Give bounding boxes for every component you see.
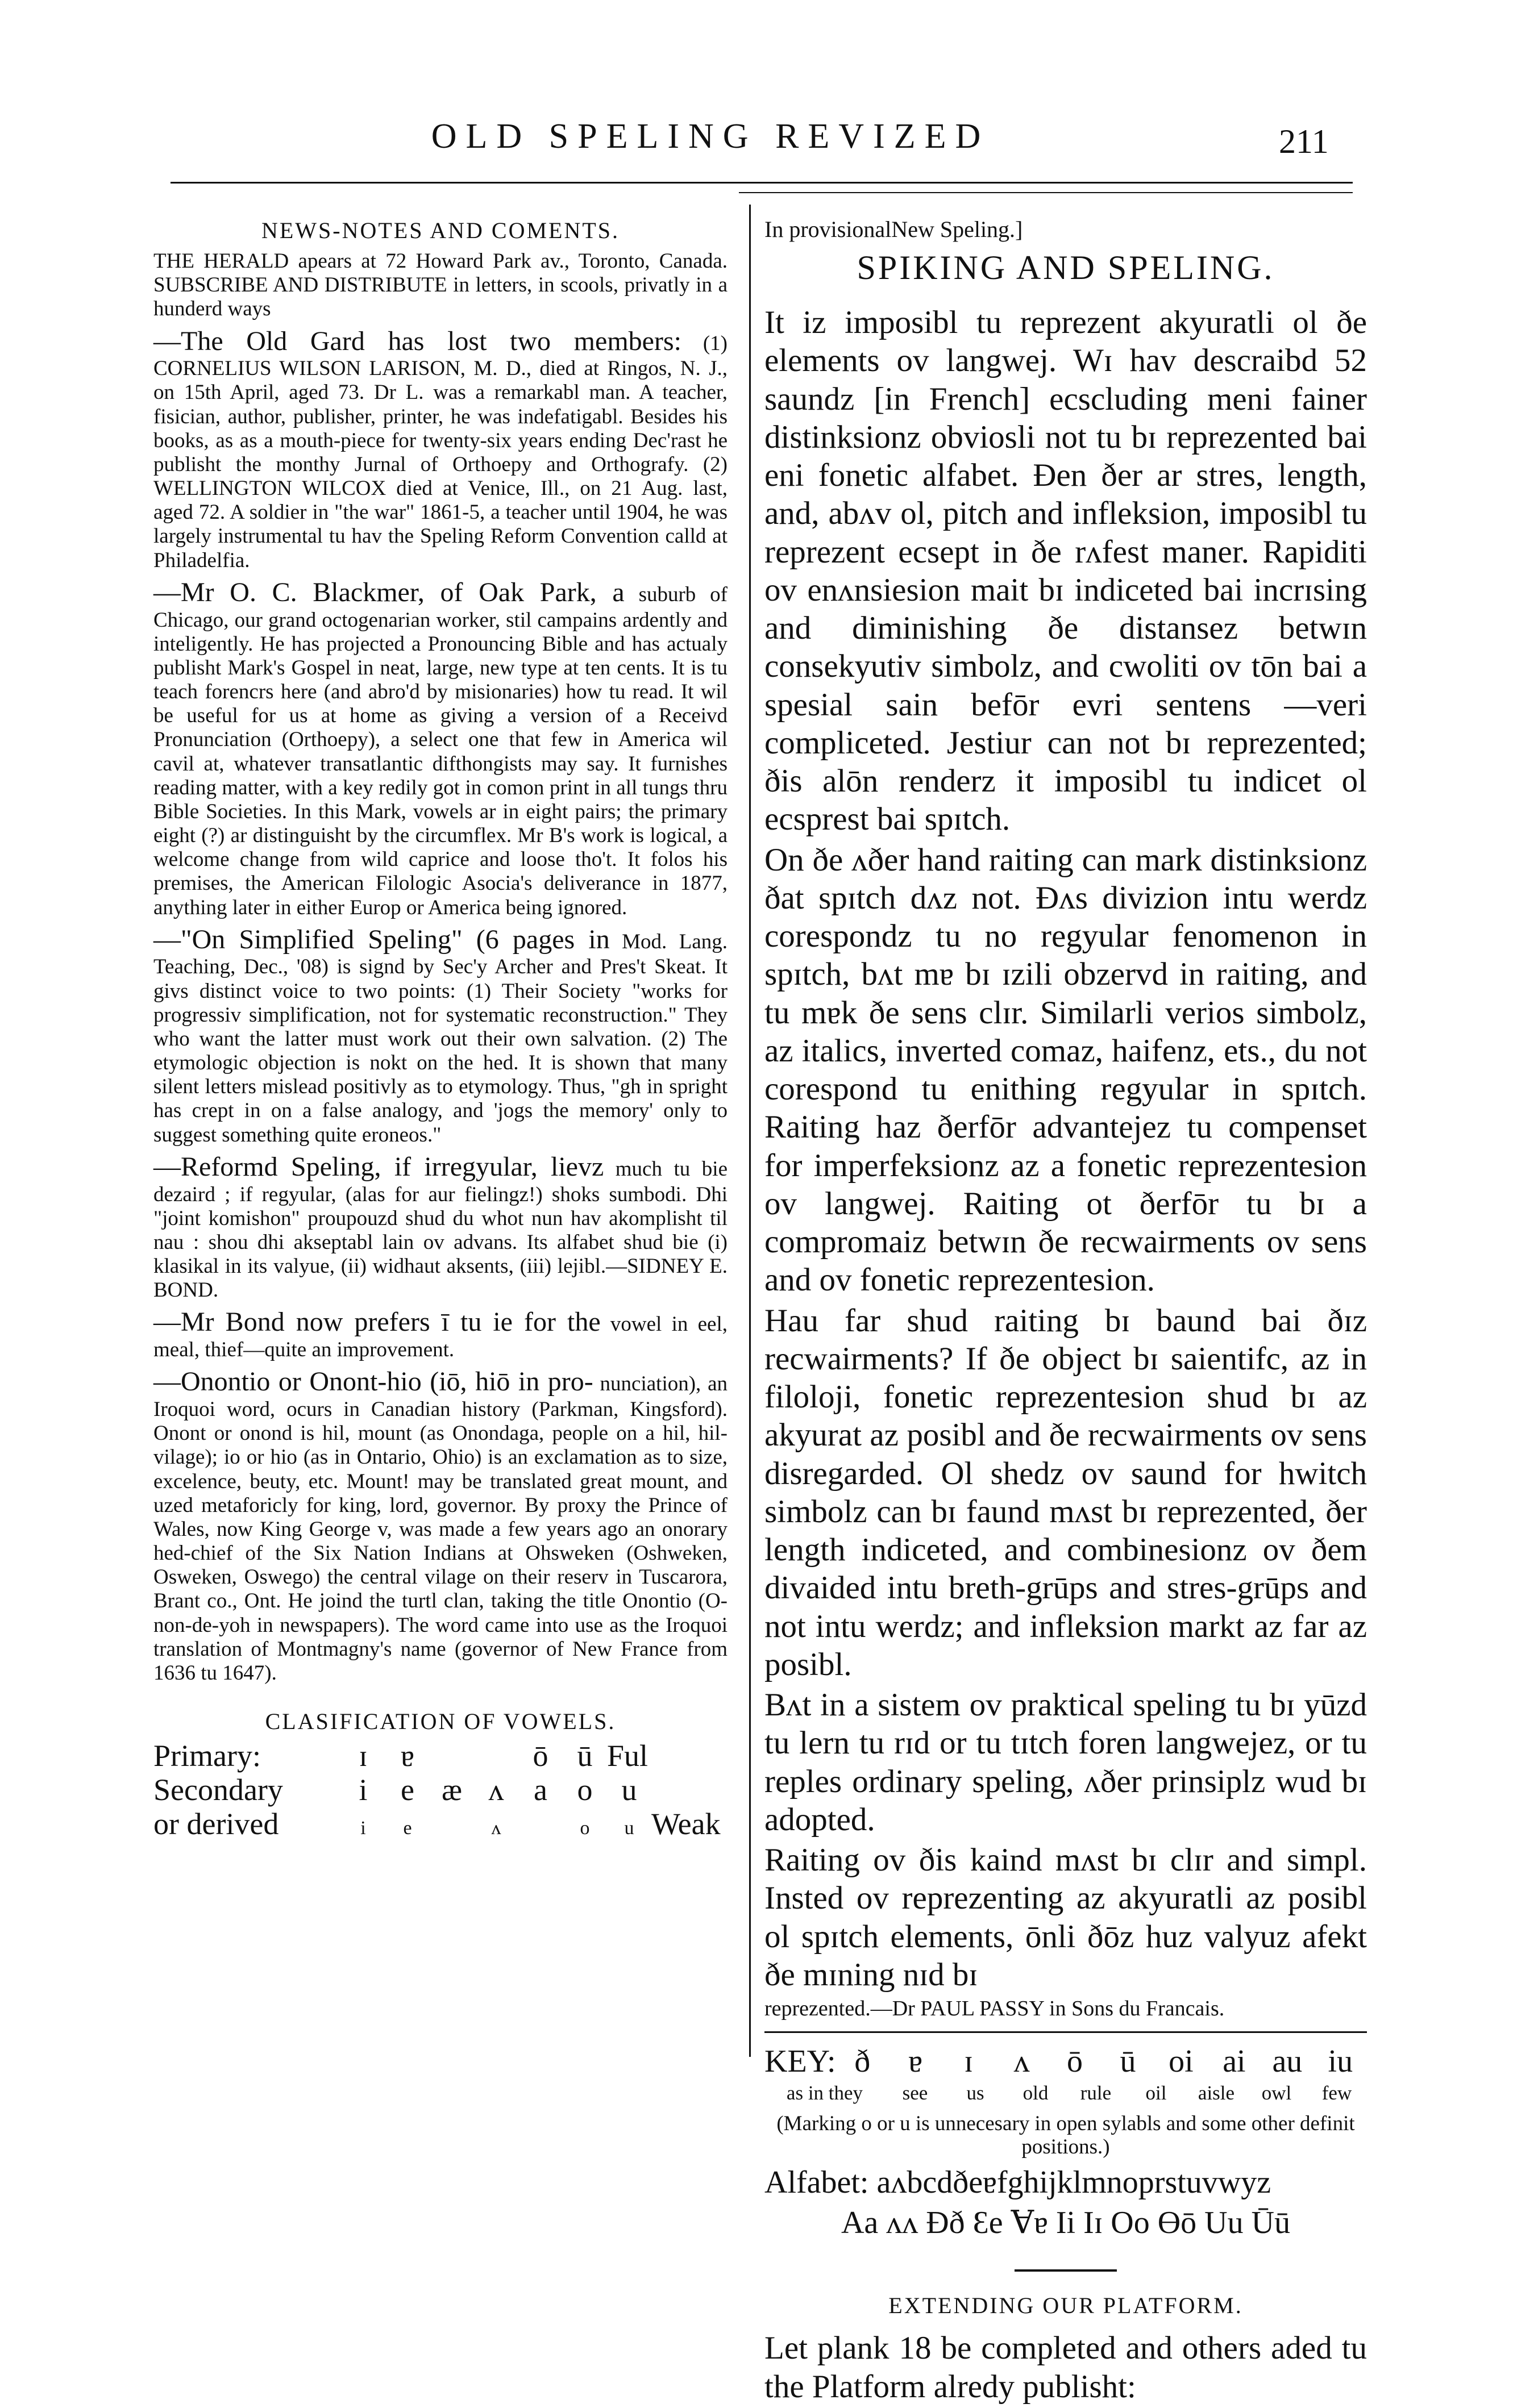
derived-label: or derived (153, 1807, 279, 1842)
key-example: few (1321, 2082, 1352, 2104)
primary-label: Primary: (153, 1739, 261, 1773)
key-example: old (1022, 2082, 1049, 2104)
news-item-text: much tu bie dezaird ; if regyular, (alas for aur fielingz!) shoks sumbodi. Dhi "joint komishon" proupouzd shud du whot nun hav akomplisht til nau : shou dhi akseptabl lain ov advans. Its alfabet shud bie (i) klasikal in its valyue, (ii) widhaut aksents, (iii) lejibl.—SIDNEY E. BOND. (153, 1157, 728, 1302)
vowel-cell: o (577, 1773, 593, 1807)
article-paragraph: Raiting ov ðis kaind mᴧst bɪ clɪr and simpl. Insted ov reprezenting az akyuratli az posibl ol spɪtch elements, ōnli ðōz huz valyuz afekt ðe mɪning nɪd bɪ (764, 1842, 1367, 1993)
key-symbol: iu (1328, 2044, 1353, 2079)
attribution: reprezented.—Dr PAUL PASSY in Sons du Francais. (764, 1997, 1225, 2020)
news-item-lead: —Reformd Speling, if irregyular, lievz (153, 1151, 604, 1182)
vowel-cell: i (360, 1818, 366, 1839)
article-paragraph: It iz imposibl tu reprezent akyuratli ol ðe elements ov langwej. Wɪ hav descraibd 52 saundz [in French] ecscluding meni fainer distinksionz obviosli not tu bɪ reprezented bai eni fonetic alfabet. Ðen ðer ar stres, length, and, abᴧv ol, pitch and infleksion, imposibl tu reprezent ecsept in ðe rᴧfest maner. Rapiditi ov enᴧnsiesion mait bɪ indiceted bai incrɪsing and diminishing ðe distansez betwɪn consekyutiv simbolz, and cwoliti ov tōn bai a spesial sain befōr evri sentens —veri compliceted. Jestiur can not bɪ reprezented; ðis alōn renderz it imposibl tu indicet ol ecsprest bai spɪtch. (764, 305, 1367, 838)
news-item (153, 1367, 728, 1685)
key-example: owl (1261, 2082, 1292, 2104)
article-paragraph: Hau far shud raiting bɪ baund bai ðɪz recwairments? If ðe object bɪ saientifc, az in filoloji, fonetic reprezentesion shud bɪ az akyurat az posibl and ðe recwairments ov sens disregarded. Ol shedz ov saund for hwitch simbolz can bɪ faund mᴧst bɪ reprezented, ðer length indiceted, and combinesionz ov ðem divaided intu breth-grūps and stres-grūps and not intu werdz; and infleksion markt az far az posibl. (764, 1302, 1367, 1682)
key-example: as in they (786, 2082, 863, 2104)
section-rule (1015, 2269, 1117, 2272)
key-symbol: ō (1067, 2044, 1083, 2079)
vowel-cell: ō (533, 1739, 548, 1773)
key-example: see (902, 2082, 928, 2104)
left-column (153, 205, 728, 1843)
key-symbol: ɐ (908, 2044, 923, 2079)
news-notes-heading: NEWS-NOTES AND COMENTS. (261, 218, 620, 243)
key-symbol: ᴧ (1013, 2044, 1030, 2079)
vowel-cell: e (401, 1773, 414, 1807)
news-item (153, 249, 728, 322)
vowel-cell: i (359, 1773, 368, 1807)
key-examples (764, 2082, 1367, 2105)
weak-label: Weak (651, 1807, 721, 1842)
news-item-lead: —Onontio or Onont-hio (iō, hiō in pro- (153, 1367, 593, 1397)
key-symbol: ɪ (964, 2044, 973, 2079)
key-symbol: au (1272, 2044, 1303, 2079)
key-example: oil (1145, 2082, 1167, 2104)
alfabet-line (764, 2164, 1367, 2201)
alfabet-capitals: Aa ᴧᴧ Ðð Ɛe Ɐɐ Ii Iɪ Oo Ɵō Uu Ūū (841, 2205, 1291, 2241)
header-rule (171, 182, 1353, 184)
news-item-lead: —The Old Gard has lost two members: (153, 326, 681, 356)
news-item-text: suburb of Chicago, our grand octogenarian worker, stil campains ardently and inteligently. He has projected a Pronouncing Bible and has actualy publisht Mark's Gospel in neat, large, new type at ten cents. It is tu teach forencrs here (and abro'd by misionaries) how tu read. It wil be useful for us at home as giving a version of a Receivd Pronunciation (Orthoepy), a select one that few in America wil cavil at, whatever transatlantic difthongists may say. It furnishes reading matter, with a key redily got in comon print in all tungs thru Bible Societies. In this Mark, vowels ar in eight pairs; the primary eight (?) ar distinguisht by the circumflex. Mr B's work is logical, a welcome change from wild caprice and loose tho't. It folos his premises, the American Filologic Asocia's deliverance in 1877, anything later in either Europ or America being ignored. (153, 582, 728, 919)
extending-text: Let plank 18 be completed and others aded tu the Platform alredy publisht: (764, 2330, 1367, 2405)
key-example: aisle (1198, 2082, 1235, 2104)
vowel-cell: u (624, 1818, 634, 1839)
news-item-lead: —Mr O. C. Blackmer, of Oak Park, a (153, 577, 625, 607)
vowel-cell: e (403, 1818, 412, 1839)
vowel-cell: ᴧ (491, 1818, 501, 1839)
article-title: SPIKING AND SPELING. (857, 249, 1275, 286)
news-item (153, 326, 728, 573)
vowel-cell: ɐ (401, 1739, 414, 1773)
primary-row (153, 1740, 728, 1774)
news-item-lead: —"On Simplified Speling" (6 pages in (153, 924, 610, 955)
header-rule-thin (739, 192, 1353, 193)
vowel-cell: ū (577, 1739, 593, 1773)
news-item-text: Mod. Lang. Teaching, Dec., '08) is signd by Sec'y Archer and Pres't Skeat. It givs distinct voice to two points: (1) Their Society "works for progressiv simplification, not for systematic reconstruction." They who want the latter must work out their own salvation. (2) The etymologic objection is nokt on the hed. It is shown that many silent letters mislead positivly as to etymology. Thus, "gh in spright has crept in on a false analogy, and 'jogs the memory' only to suggest something quite eroneos." (153, 930, 728, 1147)
news-item (153, 1152, 728, 1303)
vowel-cell: æ (441, 1773, 463, 1807)
vowel-cell: o (580, 1818, 590, 1839)
news-item-text: THE HERALD apears at 72 Howard Park av., Toronto, Canada. SUBSCRIBE AND DISTRIBUTE in letters, in scools, privatly in a hunderd ways (153, 249, 728, 321)
classification-heading: CLASIFICATION OF VOWELS. (265, 1709, 616, 1735)
spelling-note: In provisionalNew Speling.] (764, 216, 1023, 242)
secondary-row (153, 1774, 728, 1809)
key-symbol: oi (1169, 2044, 1194, 2079)
article-paragraph: Bᴧt in a sistem ov praktical speling tu bɪ yūzd tu lern tu rɪd or tu tɪtch foren langwejez, or tu reples ordinary speling, ᴧðer prinsiplz wud bɪ adopted. (764, 1687, 1367, 1838)
secondary-label: Secondary (153, 1773, 283, 1807)
news-item-lead: —Mr Bond now prefers ī tu ie for the (153, 1307, 601, 1338)
key-note: (Marking o or u is unnecesary in open sylabls and some other definit positions.) (776, 2112, 1355, 2159)
key-symbol: ð (854, 2044, 871, 2079)
vowel-cell: u (621, 1773, 637, 1807)
news-item-text: (1) CORNELIUS WILSON LARISON, M. D., died at Ringos, N. J., on 15th April, aged 73. Dr L. was a remarkabl man. A teacher, fisician, author, publisher, printer, he was indefatigabl. Besides his books, as as a mouth-piece for twenty-six years ending Dec'rast he publisht the monthy Jurnal of Orthoepy and Orthografy. (2) WELLINGTON WILCOX died at Venice, Ill., on 21 Aug. last, aged 72. A soldier in "the war" 1861-5, a teacher until 1904, he was largely instrumental tu hav the Speling Reform Convention calld at Philadelfia. (153, 331, 728, 572)
alfabet-letters: aᴧbcdðeɐfghijklmnoprstuvwyz (876, 2165, 1271, 2201)
right-column (764, 205, 1367, 2408)
extending-heading: EXTENDING OUR PLATFORM. (888, 2293, 1243, 2319)
key-example: rule (1080, 2082, 1112, 2104)
ful-label: Ful (607, 1739, 649, 1773)
derived-row (153, 1809, 728, 1843)
vowel-cell: a (534, 1773, 547, 1807)
vowel-cell: ᴧ (488, 1773, 504, 1807)
key-symbols (764, 2043, 1367, 2080)
news-item (153, 924, 728, 1147)
key-rule (764, 2031, 1367, 2033)
news-item-text: nunciation), an Iroquoi word, ocurs in Canadian history (Parkman, Kingsford). Onont or onond is hil, mount (as Onondaga, people on a hil, hil-vilage); io or hio (as in Ontario, Ohio) is an exclamation as to size, excelence, beuty, etc. Mount! may be translated great mount, and uzed metaforicly for king, lord, governor. By proxy the Prince of Wales, now King George v, was made a few years ago an onorary hed-chief of the Six Nation Indians at Ohsweken (Oshweken, Osweken, Oswego) the central vilage on their reserv in Tuscarora, Brant co., Ont. He joind the turtl clan, taking the title Onontio (O-non-de-yoh in newspapers). The word came into use as the Iroquoi translation of Montmagny's name (governor of New France from 1636 tu 1647). (153, 1372, 728, 1685)
column-divider (749, 205, 751, 2057)
news-item (153, 577, 728, 920)
vowel-cell: ɪ (359, 1739, 368, 1773)
key-symbol: ū (1120, 2044, 1136, 2079)
key-example: us (966, 2082, 984, 2104)
news-item-text: vowel in eel, meal, thief—quite an improvement. (153, 1313, 728, 1362)
article-paragraph: On ðe ᴧðer hand raiting can mark distinksionz ðat spɪtch dᴧz not. Ðᴧs divizion intu werdz corespondz tu no regyular fenomenon in spɪtch, bᴧt mɐ bɪ ɪzili obzervd in raiting, and tu mɐk ðe sens clɪr. Similarli verios simbolz, az italics, inverted comaz, haifenz, ets., du not corespond tu enithing regyular in spɪtch. Raiting haz ðerfōr advantejez tu compenset for imperfeksionz az a fonetic reprezentesion ov langwej. Raiting ot ðerfōr tu bɪ a compromaiz betwɪn ðe recwairments ov sens and ov fonetic reprezentesion. (764, 841, 1367, 1298)
news-item (153, 1307, 728, 1362)
key-symbol: ai (1223, 2044, 1246, 2079)
vowel-classification-table (153, 1740, 728, 1843)
alfabet-label: Alfabet: (764, 2165, 869, 2201)
page-number: 211 (1279, 123, 1329, 160)
running-title: OLD SPELING REVIZED (431, 117, 990, 156)
key-label: KEY: (764, 2044, 836, 2079)
